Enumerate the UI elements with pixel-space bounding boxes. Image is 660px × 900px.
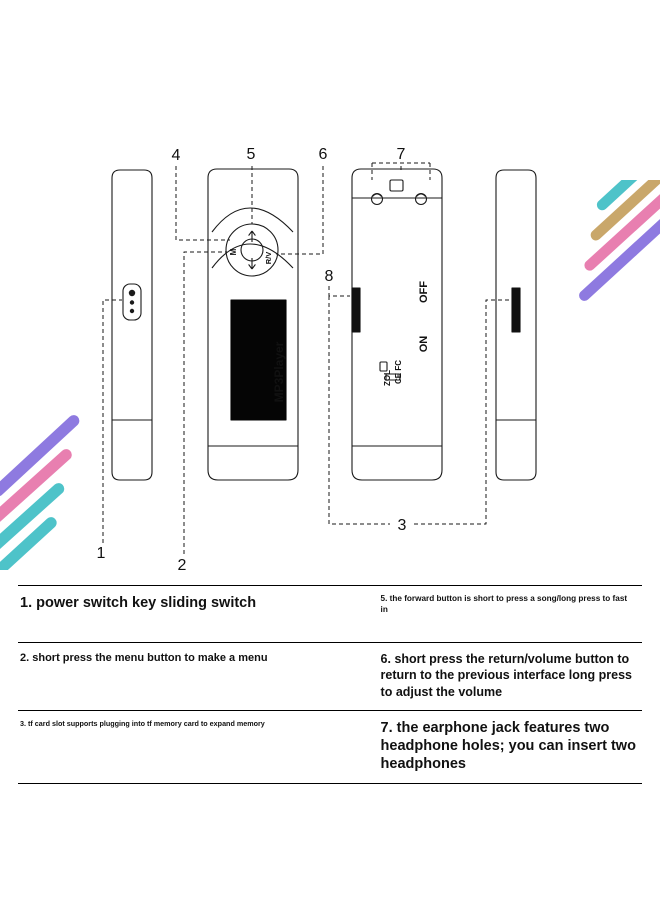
leader-2 [184, 252, 227, 554]
callout-number-7: 7 [396, 146, 406, 163]
notes-row-3 [18, 711, 642, 783]
svg-text:CE FC: CE FC [394, 360, 403, 384]
notes-row-2 [18, 643, 642, 710]
svg-text:OFF: OFF [418, 281, 430, 303]
callout-number-6: 6 [318, 146, 328, 163]
leader-8 [329, 286, 350, 296]
svg-text:R/V: R/V [264, 251, 273, 265]
callout-number-2: 2 [177, 557, 187, 574]
svg-text:ZOL: ZOL [383, 370, 392, 386]
svg-text:MP3Player: MP3Player [272, 341, 286, 403]
callout-number-1: 1 [96, 545, 106, 562]
note-text-6: 6. short press the return/volume button to return to the previous interface long press to adjust the volume [380, 652, 632, 699]
svg-text:M: M [229, 248, 238, 256]
instruction-notes [18, 585, 642, 784]
note-cell-3 [18, 711, 371, 783]
note-text-5: 5. the forward button is short to press a song/long press to fast in [380, 594, 628, 614]
note-text-3: 3. tf card slot supports plugging into tf memory card to expand memory [20, 718, 265, 728]
callout-number-4: 4 [171, 147, 181, 164]
divider-bottom [18, 783, 642, 784]
note-text-7: 7. the earphone jack features two headphone holes; you can insert two headphones [380, 719, 636, 772]
note-text-1: 1. power switch key sliding switch [20, 595, 257, 611]
device-view-back [352, 169, 442, 480]
note-cell-7 [371, 711, 642, 783]
notes-row-1 [18, 586, 642, 642]
note-cell-1 [18, 586, 371, 642]
callout-number-8: 8 [324, 268, 334, 285]
device-view-front [208, 169, 298, 480]
callout-number-3: 3 [397, 517, 407, 534]
note-text-2: 2. short press the menu button to make a menu [20, 652, 268, 664]
device-view-side-right [496, 170, 536, 480]
svg-text:ON: ON [418, 335, 430, 353]
leader-4 [176, 166, 230, 240]
callout-number-5: 5 [246, 146, 256, 163]
leader-7 [372, 163, 430, 180]
note-cell-2 [18, 643, 371, 710]
note-cell-6 [371, 643, 642, 710]
leader-6 [276, 166, 323, 254]
note-cell-5 [371, 586, 642, 642]
device-view-side-left [112, 170, 152, 480]
